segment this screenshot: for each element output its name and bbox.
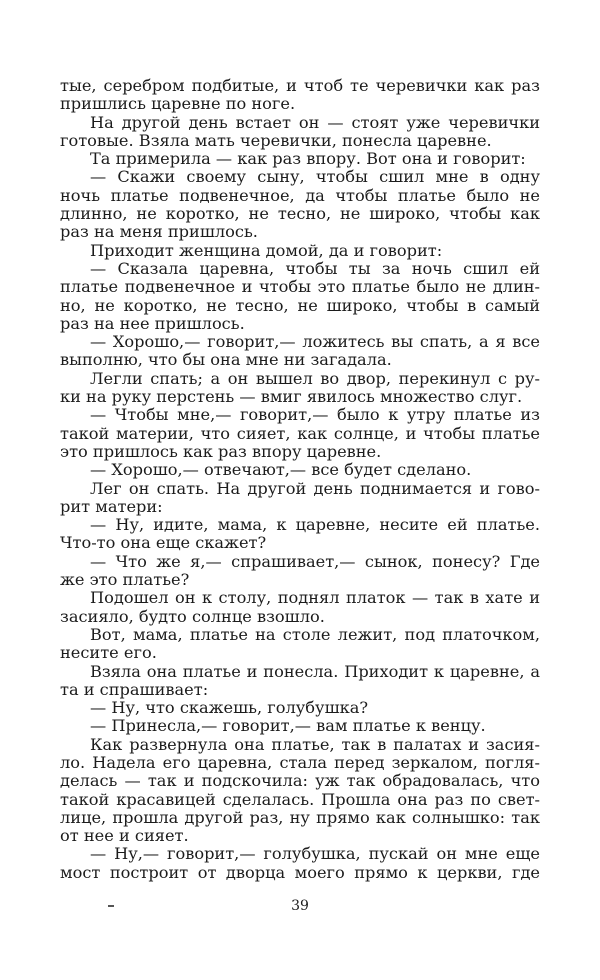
text-line: пришлись царевне по ноге. (60, 94, 296, 114)
text-line: от нее и сияет. (60, 826, 189, 846)
text-line: Как развернула она платье, так в палатах и засия- (90, 734, 540, 754)
text-line: Взяла она платье и понесла. Приходит к царевне, а (90, 661, 540, 681)
text-line: несите его. (60, 643, 157, 663)
text-line: ночь платье подвенечное, да чтобы платье было не (60, 185, 540, 205)
text-line: мост построит от дворца моего прямо к церкви, где (60, 862, 540, 882)
text-line: Та примерила — как раз впору. Вот она и говорит: (90, 149, 526, 169)
text-line: — Чтобы мне,— говорит,— было к утру платье из (90, 405, 540, 425)
text-line: делась — так и подскочила: уж так обрадовалась, что (60, 771, 540, 791)
text-line: раз на меня пришлось. (60, 222, 258, 242)
text-line: ло. Надела его царевна, стала перед зеркалом, погля- (60, 752, 540, 772)
text-line: лице, прошла другой раз, ну прямо как солнышко: так (60, 807, 540, 827)
text-line: длинно, не коротко, не тесно, не широко, чтобы как (60, 204, 540, 224)
text-line: — Скажи своему сыну, чтобы сшил мне в одну (90, 167, 540, 187)
text-line: раз на нее пришлось. (60, 313, 245, 333)
text-line: но, не коротко, не тесно, не широко, чтобы в самый (60, 295, 540, 315)
text-line: засияло, будто солнце взошло. (60, 606, 325, 626)
text-line: ки на руку перстень — вмиг явилось множество слуг. (60, 387, 523, 407)
page-number: 39 (291, 898, 309, 914)
text-line: На другой день встает он — стоят уже черевички (90, 112, 540, 132)
text-line: — Ну, что скажешь, голубушка? (90, 698, 369, 718)
text-line: Приходит женщина домой, да и говорит: (90, 240, 443, 260)
text-line: — Принесла,— говорит,— вам платье к венцу. (90, 716, 486, 736)
text-line: такой материи, что сияет, как солнце, и чтобы платье (60, 423, 540, 443)
text-line: это пришлось как раз впору царевне. (60, 441, 382, 461)
text-line: — Хорошо,— говорит,— ложитесь вы спать, а я все (90, 332, 540, 352)
text-line: Лег он спать. На другой день поднимается и гово- (90, 478, 540, 498)
print-mark (108, 905, 114, 907)
page-body-text (60, 77, 540, 882)
text-line: — Ну,— говорит,— голубушка, пускай он мне еще (90, 844, 540, 864)
text-line: выполню, что бы она мне ни загадала. (60, 350, 392, 370)
text-line: Что-то она еще скажет? (60, 533, 267, 553)
text-line: — Сказала царевна, чтобы ты за ночь сшил ей (90, 258, 540, 278)
text-line: Вот, мама, платье на столе лежит, под платочком, (90, 624, 540, 644)
text-line: такой красавицей сделалась. Прошла она раз по свет- (60, 789, 540, 809)
text-line: та и спрашивает: (60, 679, 209, 699)
text-line: — Ну, идите, мама, к царевне, несите ей платье. (90, 515, 540, 535)
text-line: рит матери: (60, 496, 163, 516)
text-line: — Хорошо,— отвечают,— все будет сделано. (90, 460, 472, 480)
text-line: тые, серебром подбитые, и чтоб те черевички как раз (60, 76, 540, 95)
text-line: платье подвенечное и чтобы это платье было не длин- (60, 277, 540, 297)
text-line: готовые. Взяла мать черевички, понесла царевне. (60, 130, 492, 150)
text-line: Легли спать; а он вышел во двор, перекинул с ру- (90, 368, 540, 388)
text-line: Подошел он к столу, поднял платок — так в хате и (90, 588, 540, 608)
text-line: же это платье? (60, 570, 190, 590)
text-line: — Что же я,— спрашивает,— сынок, понесу? Где (90, 551, 540, 571)
